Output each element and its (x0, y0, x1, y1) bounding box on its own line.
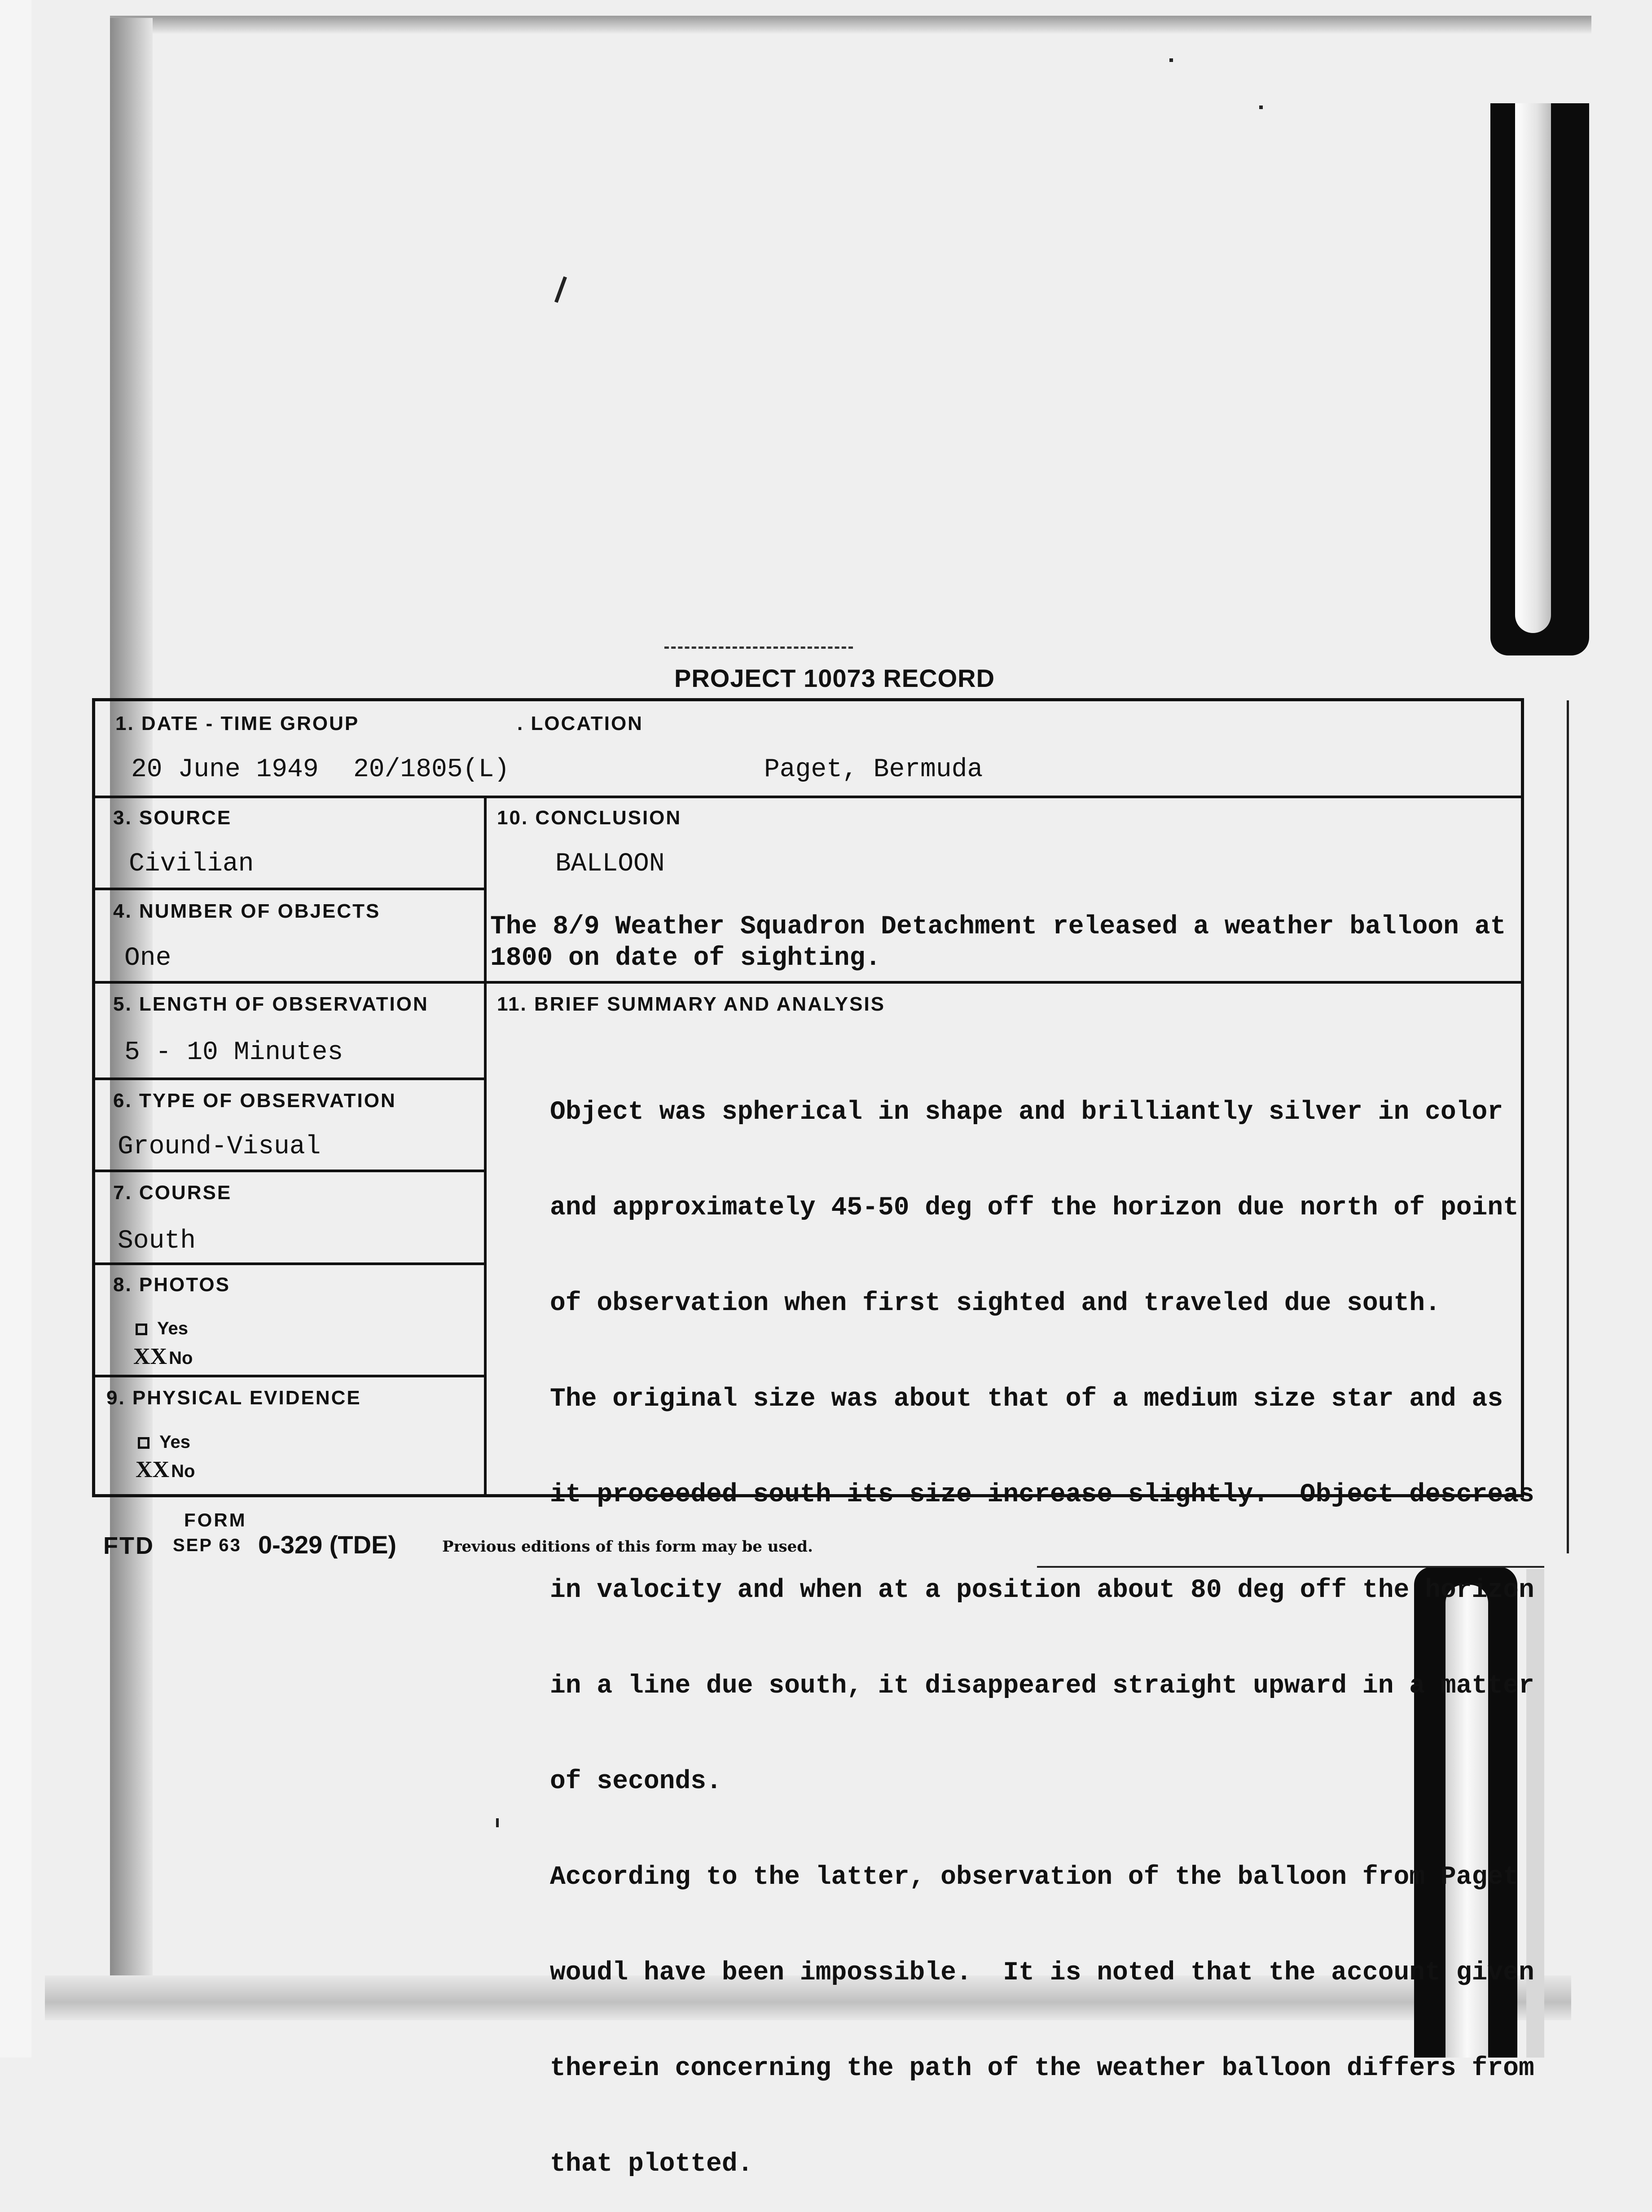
physical-evidence-yes-label: Yes (159, 1432, 190, 1452)
type-of-observation-value: Ground-Visual (118, 1132, 321, 1161)
conclusion-note-line: The 8/9 Weather Squadron Detachment released a weather balloon at (490, 912, 1506, 941)
form-rule (95, 796, 1524, 798)
scan-speck (554, 276, 567, 303)
conclusion-value: BALLOON (555, 849, 665, 879)
time-value: 20/1805(L) (353, 755, 510, 784)
form-rule (95, 888, 487, 890)
scan-speck (1259, 106, 1263, 109)
scan-speck (496, 1818, 499, 1827)
scan-speck (1169, 58, 1173, 62)
physical-evidence-no-option[interactable] (136, 1456, 195, 1483)
form-rule (95, 981, 1524, 984)
summary-line: woudl have been impossible. It is noted that the account given (550, 1958, 1534, 1988)
source-value: Civilian (129, 849, 254, 879)
record-title: PROJECT 10073 RECORD (674, 664, 995, 692)
form-rule (95, 1170, 487, 1172)
footer-form-label: FORM (184, 1509, 247, 1530)
conclusion-note-line: 1800 on date of sighting. (490, 944, 881, 973)
form-divider (484, 796, 487, 1497)
course-value: South (118, 1227, 196, 1256)
summary-line: in a line due south, it disappeared straight upward in a matter (550, 1671, 1534, 1701)
photos-no-mark: XX (133, 1344, 167, 1369)
location-label: . LOCATION (517, 712, 643, 734)
photos-yes-checkbox[interactable] (136, 1324, 147, 1335)
course-label: 7. COURSE (113, 1182, 232, 1204)
form-rule (95, 1262, 487, 1265)
summary-line: that plotted. (550, 2150, 753, 2179)
length-of-observation-label: 5. LENGTH OF OBSERVATION (113, 993, 429, 1015)
footer-ftd: FTD (103, 1532, 154, 1559)
photos-label: 8. PHOTOS (113, 1274, 230, 1296)
length-of-observation-value: 5 - 10 Minutes (124, 1038, 343, 1067)
date-value: 20 June 1949 (131, 755, 319, 784)
physical-evidence-yes-checkbox[interactable] (138, 1437, 149, 1449)
physical-evidence-no-label: No (171, 1461, 195, 1481)
type-of-observation-label: 6. TYPE OF OBSERVATION (113, 1090, 396, 1112)
footer-note: Previous editions of this form may be used. (442, 1538, 813, 1556)
photos-yes-label: Yes (157, 1319, 188, 1338)
location-value: Paget, Bermuda (764, 755, 983, 784)
physical-evidence-yes-option[interactable] (138, 1432, 190, 1452)
photos-no-label: No (169, 1348, 193, 1368)
summary-line: in valocity and when at a position about 80 deg off the horizon (550, 1576, 1534, 1605)
summary-line: and approximately 45-50 deg off the horizon due north of point (550, 1193, 1519, 1223)
form-rule (95, 1077, 487, 1080)
footer-date: SEP 63 (173, 1535, 242, 1555)
summary-line: Object was spherical in shape and brilliantly silver in color (550, 1098, 1503, 1127)
binder-rail-top (1490, 103, 1589, 655)
physical-evidence-no-mark: XX (136, 1457, 170, 1482)
conclusion-label: 10. CONCLUSION (497, 807, 682, 829)
summary-line: of seconds. (550, 1767, 722, 1796)
date-time-label: 1. DATE - TIME GROUP (115, 712, 360, 734)
summary-text (550, 1033, 1564, 2212)
summary-line: of observation when first sighted and traveled due south. (550, 1289, 1441, 1318)
photos-no-option[interactable] (133, 1343, 193, 1370)
footer-form-number: 0-329 (TDE) (258, 1530, 397, 1559)
summary-label: 11. BRIEF SUMMARY AND ANALYSIS (497, 993, 886, 1015)
summary-line: it proceeded south its size increase slightly. Object descreas (550, 1480, 1534, 1509)
physical-evidence-label: 9. PHYSICAL EVIDENCE (106, 1387, 361, 1409)
number-of-objects-value: One (124, 944, 171, 973)
page-shadow-top (110, 16, 1591, 34)
summary-line: The original size was about that of a medium size star and as (550, 1385, 1503, 1414)
summary-line: therein concerning the path of the weather balloon differs from (550, 2054, 1534, 2083)
form-rule (95, 1375, 487, 1377)
photos-yes-option[interactable] (136, 1319, 188, 1339)
header-dash (664, 646, 853, 649)
summary-line: According to the latter, observation of the balloon from Paget (550, 1863, 1519, 1892)
edge-line (1567, 700, 1569, 1553)
page-margin (0, 0, 31, 2058)
number-of-objects-label: 4. NUMBER OF OBJECTS (113, 900, 381, 922)
source-label: 3. SOURCE (113, 807, 232, 829)
